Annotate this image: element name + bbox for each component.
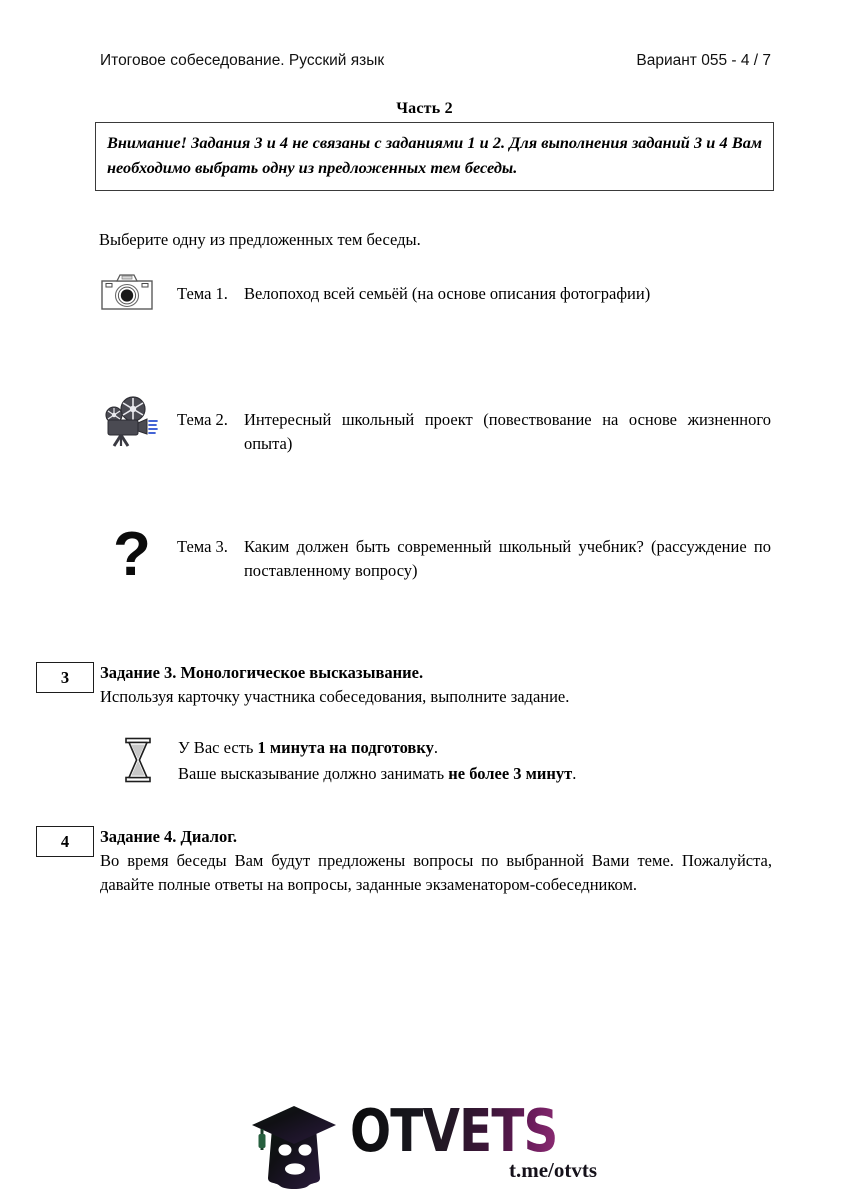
task-number-box: 3	[36, 662, 94, 693]
header-title-left: Итоговое собеседование. Русский язык	[100, 52, 385, 69]
graduation-ghost-icon	[246, 1094, 342, 1192]
logo-telegram-handle: t.me/otvts	[508, 1158, 598, 1183]
part-title: Часть 2	[396, 100, 453, 117]
theme-icon-slot	[99, 396, 177, 448]
task-content	[100, 662, 772, 788]
theme-body	[177, 527, 771, 583]
hourglass-icon	[122, 737, 154, 783]
attention-box	[95, 122, 774, 191]
timing-row	[100, 735, 772, 788]
timing-line-2: Ваше высказывание должно занимать не более 3 минут.	[178, 763, 577, 783]
theme-label: Тема 1.	[177, 284, 228, 303]
timing-text	[178, 735, 772, 787]
logo-textblock	[350, 1094, 603, 1181]
header-variant-right: Вариант 055 - 4 / 7	[636, 52, 771, 69]
film-projector-icon	[99, 396, 161, 448]
theme-row[interactable]	[99, 270, 771, 312]
theme-body	[177, 270, 771, 306]
timing-line-1-bold: 1 минута на подготовку	[257, 737, 434, 757]
task-block	[36, 662, 776, 788]
attention-text: Внимание! Задания 3 и 4 не связаны с заданиями 1 и 2. Для выполнения заданий 3 и 4 Вам необходимо выбрать одну из предложенных тем беседы.	[107, 133, 762, 177]
theme-row[interactable]	[99, 396, 771, 456]
task-block	[36, 826, 776, 897]
timing-line-2-bold: не более 3 минут	[448, 763, 573, 783]
theme-text: Каким должен быть современный школьный учебник? (рассуждение по поставленному вопросу)	[243, 537, 771, 581]
camera-icon	[99, 270, 155, 312]
theme-label: Тема 3.	[177, 537, 228, 556]
theme-text: Интересный школьный проект (повествование на основе жизненного опыта)	[243, 410, 771, 454]
task-line: Используя карточку участника собеседования, выполните задание.	[100, 686, 570, 706]
task-content	[100, 826, 772, 897]
theme-body	[177, 396, 771, 456]
theme-label: Тема 2.	[177, 410, 228, 429]
task-heading: Задание 3. Монологическое высказывание.	[100, 663, 424, 682]
task-line: Во время беседы Вам будут предложены вопросы по выбранной Вами теме. Пожалуйста, давайте полные ответы на вопросы, заданные экзаменатором-собеседником.	[100, 850, 772, 894]
task-number-box: 4	[36, 826, 94, 857]
theme-icon-slot	[99, 270, 177, 312]
timing-icon-slot	[122, 735, 178, 788]
theme-text: Велопоход всей семьёй (на основе описания фотографии)	[243, 284, 651, 303]
footer-logo	[0, 1094, 849, 1192]
theme-icon-slot	[99, 520, 177, 589]
choose-topic-instruction: Выберите одну из предложенных тем беседы.	[99, 230, 421, 249]
logo-wordmark: OTVETS	[349, 1096, 558, 1165]
page-header	[100, 52, 771, 71]
timing-line-1: У Вас есть 1 минута на подготовку.	[178, 737, 438, 757]
question-mark-icon: ?	[113, 520, 151, 589]
task-heading: Задание 4. Диалог.	[100, 827, 238, 846]
logo-wrap	[246, 1094, 603, 1192]
theme-row[interactable]	[99, 520, 771, 589]
